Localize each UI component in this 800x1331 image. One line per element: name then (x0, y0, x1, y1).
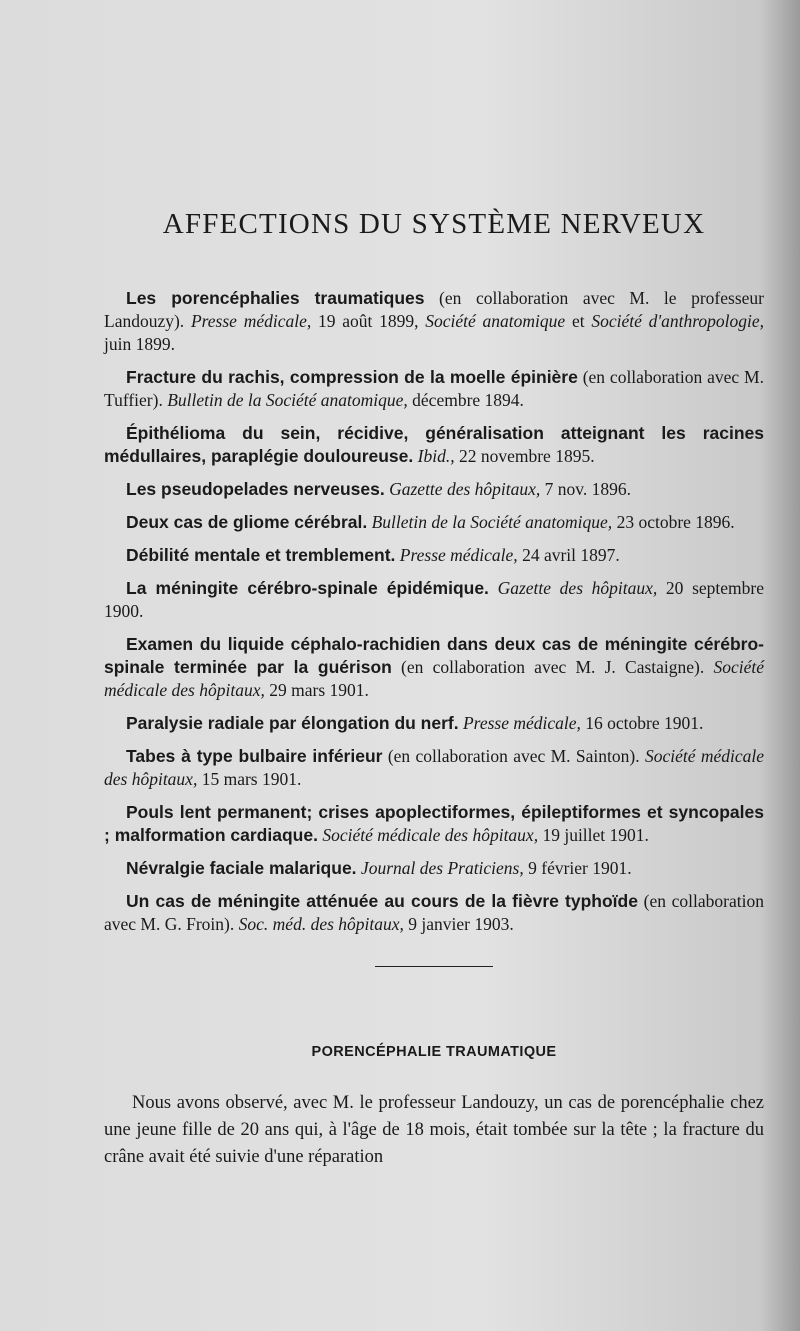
section-divider (375, 966, 493, 967)
entry-detail: 19 juillet 1901. (538, 825, 649, 845)
entry-detail: 15 mars 1901. (197, 769, 302, 789)
entry-title: Tabes à type bulbaire inférieur (126, 746, 383, 766)
entry-title: La méningite cérébro-spinale épidémique. (126, 578, 489, 598)
section-heading: PORENCÉPHALIE TRAUMATIQUE (311, 1044, 557, 1060)
bibliography-entry (104, 857, 764, 880)
entry-title: Pouls lent permanent; crises apoplectiformes, épileptiformes et syncopales ; malformation cardiaque. (104, 802, 764, 845)
entry-text: (en collaboration avec M. G. Froin). (104, 891, 764, 934)
bibliography-entry (104, 511, 764, 534)
entry-source: Société médicale des hôpitaux, (104, 657, 764, 700)
entry-title: Examen du liquide céphalo-rachidien dans deux cas de méningite cérébro-spinale terminée par la guérison (104, 634, 764, 677)
bibliography-entry (104, 745, 764, 791)
entry-source: Bulletin de la Société anatomique, (371, 512, 613, 532)
entry-detail: 7 nov. 1896. (540, 479, 632, 499)
entry-source: Société médicale des hôpitaux, (322, 825, 539, 845)
entry-source: Gazette des hôpitaux, (497, 578, 658, 598)
entry-source: Gazette des hôpitaux, (389, 479, 541, 499)
entry-title: Névralgie faciale malarique. (126, 858, 357, 878)
entry-source: Bulletin de la Société anatomique, (167, 390, 408, 410)
entry-detail: décembre 1894. (407, 390, 524, 410)
entry-source: Presse médicale, (399, 545, 518, 565)
entry-text (489, 578, 498, 598)
bibliography-entry (104, 478, 764, 501)
entry-title: Épithélioma du sein, récidive, généralisation atteignant les racines médullaires, paraplégie douloureuse. (104, 423, 764, 466)
bibliography-entry (104, 287, 764, 356)
entry-text: (en collaboration avec M. Sainton). (382, 746, 645, 766)
entry-detail: 19 août 1899, (311, 311, 426, 331)
entry-source: Ibid., (417, 446, 455, 466)
entry-detail: 20 septembre 1900. (104, 578, 764, 621)
bibliography-entry (104, 801, 764, 847)
body-paragraph: Nous avons observé, avec M. le professeur Landouzy, un cas de porencéphalie chez une jeune fille de 20 ans qui, à l'âge de 18 mois, était tombée sur la tête ; la fracture du crâne avait été suivie d'une réparation (104, 1093, 764, 1167)
entry-detail: juin 1899. (104, 334, 175, 354)
entry-detail: 16 octobre 1901. (580, 713, 704, 733)
entry-detail: 29 mars 1901. (264, 680, 369, 700)
page-content (104, 208, 764, 1171)
entry-title: Paralysie radiale par élongation du nerf. (126, 713, 459, 733)
entry-title: Les pseudopelades nerveuses. (126, 479, 385, 499)
entry-detail: 9 février 1901. (523, 858, 632, 878)
entry-title: Les porencéphalies traumatiques (126, 288, 425, 308)
entry-source: Presse médicale, (190, 311, 312, 331)
entry-title: Un cas de méningite atténuée au cours de la fièvre typhoïde (126, 891, 638, 911)
entry-source: Société anatomique (425, 311, 566, 331)
page-title: AFFECTIONS DU SYSTÈME NERVEUX (162, 208, 706, 240)
bibliography-entry (104, 577, 764, 623)
bibliography-entry (104, 890, 764, 936)
entry-detail: et (565, 311, 592, 331)
entry-detail: 22 novembre 1895. (454, 446, 595, 466)
entry-detail: 24 avril 1897. (517, 545, 620, 565)
entry-detail: 23 octobre 1896. (612, 512, 735, 532)
entry-source: Presse médicale, (462, 713, 581, 733)
bibliography-entry (104, 422, 764, 468)
entry-text: (en collaboration avec M. le professeur Landouzy). (104, 288, 764, 331)
entry-text: (en collaboration avec M. J. Castaigne). (391, 657, 714, 677)
entry-title: Fracture du rachis, compression de la moelle épinière (126, 367, 578, 387)
entry-source: Journal des Praticiens, (360, 858, 524, 878)
bibliography-entry (104, 366, 764, 412)
entry-title: Deux cas de gliome cérébral. (126, 512, 368, 532)
bibliography-entry (104, 544, 764, 567)
bibliography-list (104, 287, 764, 936)
entry-detail: 9 janvier 1903. (403, 914, 514, 934)
entry-source: Société d'anthropologie, (591, 311, 765, 331)
bibliography-entry (104, 712, 764, 735)
entry-source: Soc. méd. des hôpitaux, (238, 914, 404, 934)
bibliography-entry (104, 633, 764, 702)
entry-title: Débilité mentale et tremblement. (126, 545, 396, 565)
entry-text: (en collaboration avec M. Tuffier). (104, 367, 764, 410)
entry-source: Société médicale des hôpitaux, (104, 746, 764, 789)
